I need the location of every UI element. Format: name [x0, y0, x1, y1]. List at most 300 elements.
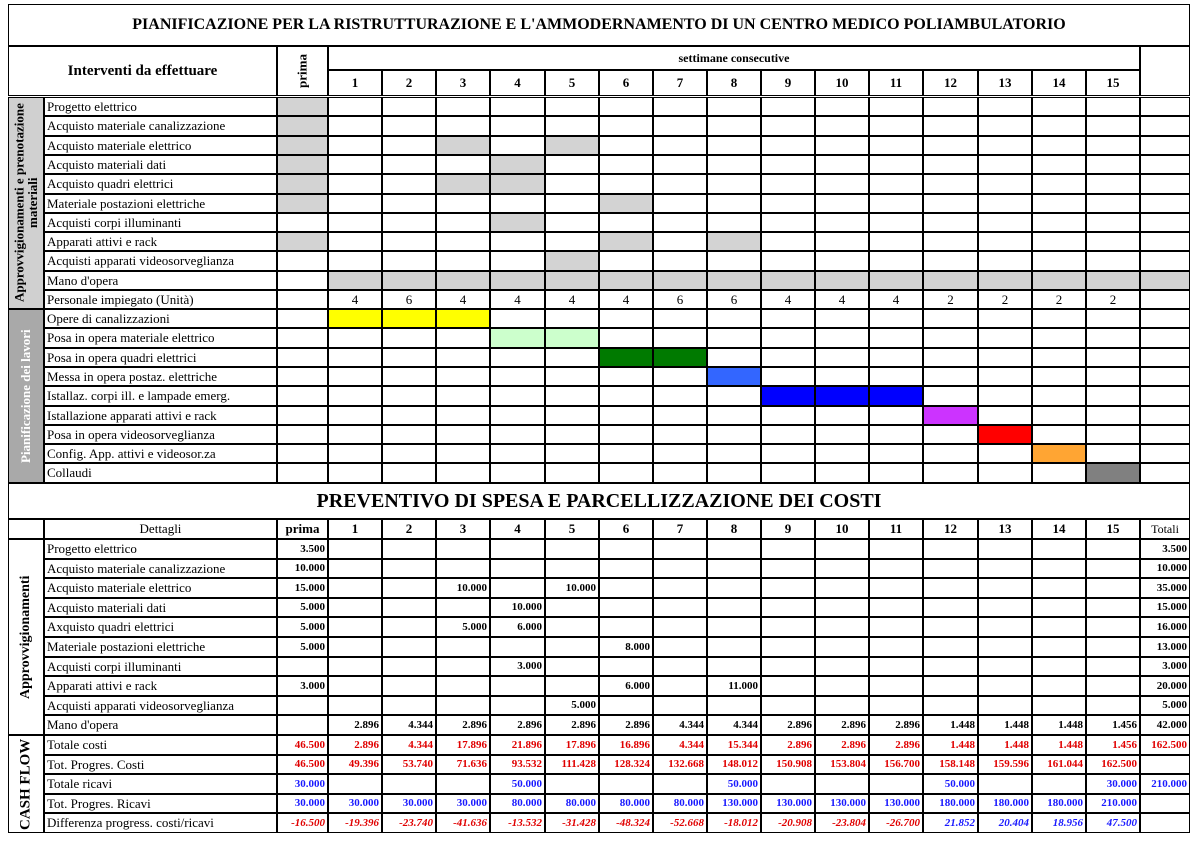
- prima-cell: [277, 232, 328, 251]
- gantt-cell: [707, 116, 761, 136]
- prima-cell: [277, 425, 328, 444]
- cashflow-value: 158.148: [923, 755, 978, 774]
- gantt-cell: [1032, 406, 1086, 425]
- gantt-cell: [382, 213, 436, 232]
- gantt-cell: [869, 463, 923, 483]
- gantt-cell: [1032, 386, 1086, 406]
- gantt-cell: [382, 463, 436, 483]
- gantt-cell: [436, 155, 490, 174]
- cashflow-value: -41.636: [436, 813, 490, 833]
- gantt-cell: [1086, 213, 1140, 232]
- gantt-cell: [815, 174, 869, 194]
- prima-cell: [277, 155, 328, 174]
- cost-value: 6.000: [490, 617, 545, 637]
- gantt-cell: [382, 271, 436, 290]
- cashflow-value: 47.500: [1086, 813, 1140, 833]
- gantt-cell: [869, 251, 923, 271]
- cost-total: 3.500: [1140, 539, 1190, 559]
- activity-label: Acquisti corpi illuminanti: [44, 213, 277, 232]
- cashflow-value: -19.396: [328, 813, 382, 833]
- gantt-cell: [599, 271, 653, 290]
- week-number-header: 15: [1086, 70, 1140, 96]
- cashflow-value: 148.012: [707, 755, 761, 774]
- week-number-header: 15: [1086, 519, 1140, 539]
- gantt-cell: [815, 251, 869, 271]
- cost-label: Materiale postazioni elettriche: [44, 637, 277, 657]
- cost-value: [761, 637, 815, 657]
- gantt-cell: [436, 194, 490, 213]
- gantt-cell: [653, 155, 707, 174]
- personale-value: 4: [869, 290, 923, 309]
- cost-value: [436, 598, 490, 617]
- gantt-cell: [1032, 251, 1086, 271]
- gantt-cell: [761, 367, 815, 386]
- cost-value: [1032, 696, 1086, 715]
- cashflow-total: 210.000: [1140, 774, 1190, 794]
- gantt-bar: [545, 328, 599, 348]
- personale-value: 6: [653, 290, 707, 309]
- cost-total: 42.000: [1140, 715, 1190, 735]
- gantt-cell: [599, 232, 653, 251]
- cashflow-value: 128.324: [599, 755, 653, 774]
- personale-value: 4: [815, 290, 869, 309]
- cost-value: [815, 617, 869, 637]
- prima-cell: [277, 213, 328, 232]
- cashflow-value: 46.500: [277, 735, 328, 755]
- blank-cell: [1140, 136, 1190, 155]
- gantt-cell: [869, 425, 923, 444]
- prima-cell: [277, 309, 328, 328]
- personale-value: 2: [1032, 290, 1086, 309]
- cost-value: [382, 559, 436, 578]
- cashflow-value: 130.000: [707, 794, 761, 813]
- cost-value: [978, 617, 1032, 637]
- gantt-cell: [707, 174, 761, 194]
- week-number-header: 1: [328, 70, 382, 96]
- cost-value: [869, 696, 923, 715]
- cost-value: [707, 617, 761, 637]
- gantt-bar: [761, 386, 815, 406]
- cost-value: [869, 676, 923, 696]
- cost-value: [869, 559, 923, 578]
- gantt-cell: [599, 155, 653, 174]
- cashflow-value: [978, 774, 1032, 794]
- cost-value: [436, 637, 490, 657]
- gantt-cell: [1086, 174, 1140, 194]
- cashflow-value: -23.804: [815, 813, 869, 833]
- cost-value: [328, 559, 382, 578]
- gantt-cell: [869, 271, 923, 290]
- cashflow-total: [1140, 813, 1190, 833]
- gantt-cell: [1032, 136, 1086, 155]
- gantt-cell: [599, 425, 653, 444]
- week-number-header: 6: [599, 519, 653, 539]
- cost-value: [328, 676, 382, 696]
- prima-header: prima: [277, 519, 328, 539]
- prima-cell: [277, 406, 328, 425]
- cashflow-value: 50.000: [923, 774, 978, 794]
- cashflow-value: 30.000: [436, 794, 490, 813]
- gantt-cell: [490, 271, 545, 290]
- gantt-cell: [978, 155, 1032, 174]
- prima-cell: [277, 328, 328, 348]
- week-number-header: 13: [978, 519, 1032, 539]
- gantt-cell: [599, 309, 653, 328]
- gantt-cell: [328, 406, 382, 425]
- blank-cell: [1140, 116, 1190, 136]
- gantt-cell: [978, 136, 1032, 155]
- prima-cell: [277, 97, 328, 116]
- cost-value: [707, 539, 761, 559]
- cashflow-value: 130.000: [761, 794, 815, 813]
- cost-value: [869, 637, 923, 657]
- gantt-cell: [382, 97, 436, 116]
- gantt-cell: [869, 155, 923, 174]
- blank-cell: [1140, 425, 1190, 444]
- gantt-cell: [923, 425, 978, 444]
- blank-cell: [1140, 348, 1190, 367]
- gantt-cell: [815, 213, 869, 232]
- gantt-cell: [436, 136, 490, 155]
- week-number-header: 4: [490, 70, 545, 96]
- cost-value: [653, 539, 707, 559]
- gantt-cell: [707, 251, 761, 271]
- gantt-cell: [978, 309, 1032, 328]
- cashflow-value: 130.000: [869, 794, 923, 813]
- gantt-cell: [707, 328, 761, 348]
- activity-label: Apparati attivi e rack: [44, 232, 277, 251]
- totali-header: Totali: [1140, 519, 1190, 539]
- cashflow-value: 49.396: [328, 755, 382, 774]
- gantt-cell: [545, 116, 599, 136]
- gantt-cell: [599, 174, 653, 194]
- blank-cell: [1140, 444, 1190, 463]
- gantt-cell: [869, 174, 923, 194]
- gantt-cell: [545, 271, 599, 290]
- personale-value: 4: [761, 290, 815, 309]
- cashflow-value: 180.000: [978, 794, 1032, 813]
- gantt-cell: [328, 155, 382, 174]
- blank-header: [1140, 46, 1190, 96]
- gantt-cell: [869, 97, 923, 116]
- gantt-cell: [490, 174, 545, 194]
- personale-value: 4: [599, 290, 653, 309]
- cost-value: [599, 617, 653, 637]
- gantt-cell: [869, 136, 923, 155]
- gantt-cell: [1032, 213, 1086, 232]
- cost-value: [382, 578, 436, 598]
- gantt-cell: [1086, 444, 1140, 463]
- cost-value: [707, 559, 761, 578]
- cost-value: [923, 617, 978, 637]
- cashflow-value: 30.000: [382, 794, 436, 813]
- cashflow-value: 93.532: [490, 755, 545, 774]
- cashflow-value: [599, 774, 653, 794]
- blank-cell: [1140, 174, 1190, 194]
- cost-value: [1086, 637, 1140, 657]
- task-label: Messa in opera postaz. elettriche: [44, 367, 277, 386]
- cost-value: [923, 637, 978, 657]
- personale-value: 6: [707, 290, 761, 309]
- gantt-cell: [978, 97, 1032, 116]
- cashflow-value: 161.044: [1032, 755, 1086, 774]
- gantt-cell: [815, 309, 869, 328]
- cashflow-value: 16.896: [599, 735, 653, 755]
- gantt-cell: [382, 444, 436, 463]
- prima-cell: [277, 194, 328, 213]
- gantt-cell: [761, 232, 815, 251]
- gantt-cell: [490, 406, 545, 425]
- cost-value: [707, 637, 761, 657]
- gantt-cell: [923, 367, 978, 386]
- gantt-cell: [923, 309, 978, 328]
- gantt-cell: [815, 136, 869, 155]
- gantt-cell: [490, 444, 545, 463]
- cashflow-value: [1032, 774, 1086, 794]
- gantt-cell: [761, 213, 815, 232]
- cost-value: [815, 598, 869, 617]
- cashflow-value: -48.324: [599, 813, 653, 833]
- cashflow-total: [1140, 755, 1190, 774]
- gantt-cell: [328, 251, 382, 271]
- gantt-cell: [1032, 328, 1086, 348]
- cost-value: [978, 676, 1032, 696]
- gantt-cell: [869, 406, 923, 425]
- gantt-cell: [923, 328, 978, 348]
- gantt-cell: [545, 155, 599, 174]
- gantt-bar: [599, 348, 653, 367]
- gantt-cell: [599, 444, 653, 463]
- week-number-header: 9: [761, 519, 815, 539]
- gantt-cell: [761, 309, 815, 328]
- cashflow-value: 180.000: [1032, 794, 1086, 813]
- gantt-bar: [490, 328, 545, 348]
- cost-value: [869, 539, 923, 559]
- gantt-cell: [815, 328, 869, 348]
- cost-value: [869, 657, 923, 676]
- gantt-cell: [923, 348, 978, 367]
- cost-value: [599, 559, 653, 578]
- gantt-cell: [1086, 232, 1140, 251]
- gantt-cell: [761, 194, 815, 213]
- cost-value: [277, 696, 328, 715]
- gantt-cell: [328, 194, 382, 213]
- gantt-cell: [761, 444, 815, 463]
- task-label: Istallazione apparati attivi e rack: [44, 406, 277, 425]
- cost-value: 2.896: [545, 715, 599, 735]
- gantt-cell: [328, 213, 382, 232]
- gantt-cell: [382, 348, 436, 367]
- cost-value: [653, 578, 707, 598]
- cost-total: 35.000: [1140, 578, 1190, 598]
- cost-value: [328, 598, 382, 617]
- gantt-cell: [978, 232, 1032, 251]
- gantt-cell: [815, 116, 869, 136]
- blank-cell: [1140, 232, 1190, 251]
- cost-value: [382, 696, 436, 715]
- cost-label: Axquisto quadri elettrici: [44, 617, 277, 637]
- blank-cell: [1140, 406, 1190, 425]
- cost-value: [815, 637, 869, 657]
- gantt-cell: [490, 116, 545, 136]
- cost-value: [277, 715, 328, 735]
- cost-label: Acquisti corpi illuminanti: [44, 657, 277, 676]
- week-number-header: 2: [382, 70, 436, 96]
- gantt-cell: [978, 271, 1032, 290]
- cost-value: [653, 696, 707, 715]
- gantt-cell: [1032, 232, 1086, 251]
- task-label: Posa in opera videosorveglianza: [44, 425, 277, 444]
- cost-value: [761, 559, 815, 578]
- gantt-cell: [490, 463, 545, 483]
- activity-label: Acquisto materiale elettrico: [44, 136, 277, 155]
- gantt-cell: [761, 155, 815, 174]
- cost-value: 4.344: [653, 715, 707, 735]
- cashflow-value: [653, 774, 707, 794]
- gantt-cell: [1032, 425, 1086, 444]
- cost-value: [490, 559, 545, 578]
- blank-cell: [1140, 328, 1190, 348]
- activity-label: Acquisto materiale canalizzazione: [44, 116, 277, 136]
- cost-value: 5.000: [277, 598, 328, 617]
- gantt-cell: [1032, 116, 1086, 136]
- cost-value: [761, 696, 815, 715]
- prima-cell: [277, 348, 328, 367]
- personale-value: 4: [545, 290, 599, 309]
- gantt-cell: [923, 174, 978, 194]
- prima-cell: [277, 251, 328, 271]
- gantt-cell: [436, 174, 490, 194]
- gantt-cell: [328, 463, 382, 483]
- cashflow-value: 2.896: [815, 735, 869, 755]
- cashflow-value: 2.896: [761, 735, 815, 755]
- cost-value: [382, 657, 436, 676]
- cost-value: [545, 559, 599, 578]
- gantt-cell: [869, 328, 923, 348]
- week-number-header: 12: [923, 519, 978, 539]
- cost-total: 13.000: [1140, 637, 1190, 657]
- gantt-cell: [707, 406, 761, 425]
- gantt-cell: [490, 386, 545, 406]
- cost-value: [923, 578, 978, 598]
- gantt-cell: [653, 213, 707, 232]
- cost-value: 2.896: [436, 715, 490, 735]
- cost-total: 3.000: [1140, 657, 1190, 676]
- gantt-cell: [490, 348, 545, 367]
- gantt-cell: [328, 271, 382, 290]
- cost-value: [1086, 559, 1140, 578]
- gantt-cell: [653, 271, 707, 290]
- gantt-cell: [653, 425, 707, 444]
- gantt-cell: [382, 386, 436, 406]
- cost-value: [436, 676, 490, 696]
- activity-label: Materiale postazioni elettriche: [44, 194, 277, 213]
- gantt-cell: [1086, 425, 1140, 444]
- gantt-cell: [490, 309, 545, 328]
- blank-cell: [1140, 290, 1190, 309]
- gantt-cell: [436, 367, 490, 386]
- gantt-cell: [1086, 97, 1140, 116]
- gantt-cell: [707, 463, 761, 483]
- gantt-cell: [1086, 116, 1140, 136]
- gantt-cell: [707, 194, 761, 213]
- gantt-cell: [653, 97, 707, 116]
- gantt-cell: [707, 348, 761, 367]
- cost-value: [653, 598, 707, 617]
- cost-value: 10.000: [545, 578, 599, 598]
- cost-value: 8.000: [599, 637, 653, 657]
- interventi-header: Interventi da effettuare: [8, 46, 277, 96]
- week-number-header: 7: [653, 519, 707, 539]
- gantt-cell: [653, 463, 707, 483]
- cashflow-value: 17.896: [436, 735, 490, 755]
- prima-cell: [277, 116, 328, 136]
- gantt-cell: [599, 406, 653, 425]
- cost-total: 10.000: [1140, 559, 1190, 578]
- gantt-cell: [1032, 97, 1086, 116]
- week-number-header: 13: [978, 70, 1032, 96]
- gantt-cell: [545, 251, 599, 271]
- gantt-cell: [328, 136, 382, 155]
- cashflow-value: -23.740: [382, 813, 436, 833]
- cost-value: [1086, 578, 1140, 598]
- cost-value: [761, 676, 815, 696]
- week-number-header: 3: [436, 70, 490, 96]
- gantt-cell: [978, 463, 1032, 483]
- cost-value: [1086, 598, 1140, 617]
- gantt-cell: [328, 116, 382, 136]
- gantt-cell: [923, 213, 978, 232]
- gantt-cell: [815, 444, 869, 463]
- gantt-cell: [1086, 406, 1140, 425]
- gantt-cell: [815, 367, 869, 386]
- gantt-cell: [761, 463, 815, 483]
- gantt-cell: [545, 444, 599, 463]
- cashflow-value: 46.500: [277, 755, 328, 774]
- cost-value: [382, 539, 436, 559]
- week-number-header: 10: [815, 519, 869, 539]
- cost-value: [869, 578, 923, 598]
- cost-value: [978, 539, 1032, 559]
- cost-value: [545, 617, 599, 637]
- gantt-cell: [545, 232, 599, 251]
- week-number-header: 11: [869, 70, 923, 96]
- cost-value: [328, 637, 382, 657]
- gantt-bar: [328, 309, 382, 328]
- cost-value: 10.000: [436, 578, 490, 598]
- cashflow-value: 159.596: [978, 755, 1032, 774]
- gantt-cell: [1032, 174, 1086, 194]
- cost-value: 11.000: [707, 676, 761, 696]
- week-number-header: 8: [707, 70, 761, 96]
- gantt-cell: [978, 386, 1032, 406]
- gantt-cell: [1086, 194, 1140, 213]
- gantt-cell: [923, 463, 978, 483]
- gantt-cell: [545, 348, 599, 367]
- cashflow-value: 21.896: [490, 735, 545, 755]
- gantt-cell: [436, 97, 490, 116]
- personale-value: 2: [978, 290, 1032, 309]
- cost-label: Acquisto materiali dati: [44, 598, 277, 617]
- cost-value: [869, 617, 923, 637]
- cost-value: [545, 598, 599, 617]
- cashflow-row-label: Tot. Progres. Ricavi: [44, 794, 277, 813]
- cashflow-value: [382, 774, 436, 794]
- gantt-cell: [328, 367, 382, 386]
- cost-value: [1032, 598, 1086, 617]
- week-number-header: 3: [436, 519, 490, 539]
- cashflow-value: [869, 774, 923, 794]
